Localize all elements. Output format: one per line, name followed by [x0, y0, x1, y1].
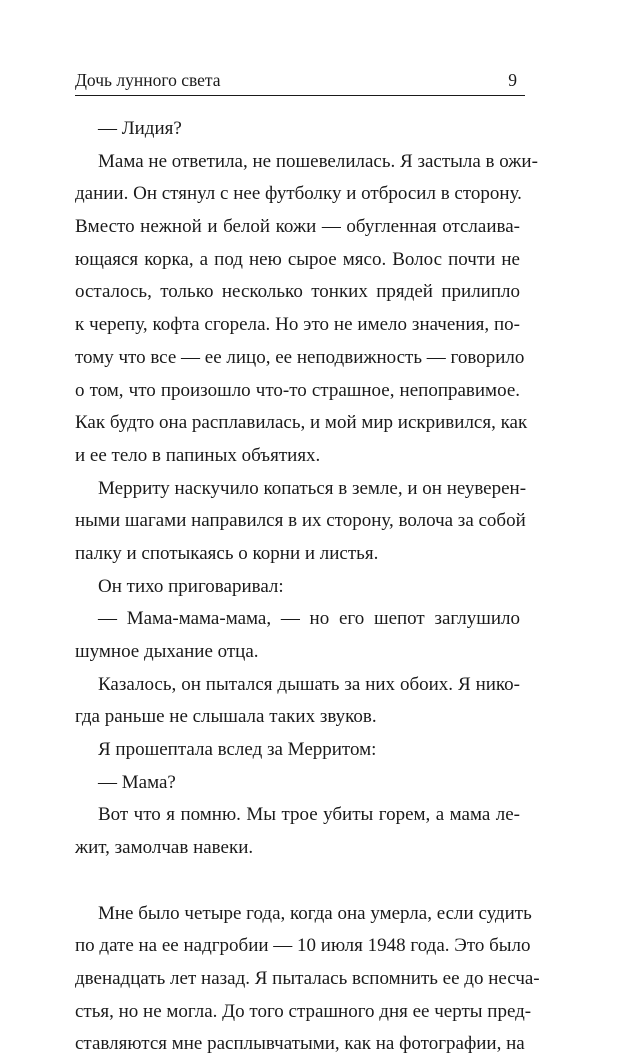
text-line: ными шагами направился в их сторону, волоча за собой — [75, 510, 526, 532]
text-line: Вот что я помню. Мы трое убиты горем, а мама ле- — [98, 804, 520, 826]
text-line: Он тихо приговаривал: — [98, 575, 284, 597]
text-line: дании. Он стянул с нее футболку и отбросил в сторону. — [75, 183, 522, 205]
text-line: Я прошептала вслед за Мерритом: — [98, 739, 377, 761]
running-header — [75, 66, 525, 96]
body-text — [75, 113, 540, 1061]
text-line: Мерриту наскучило копаться в земле, и он неуверен- — [98, 477, 527, 499]
text-line: и ее тело в папиных объятиях. — [75, 444, 321, 466]
text-line: — Мама? — [98, 771, 176, 793]
text-line: Мама не ответила, не пошевелилась. Я застыла в ожи- — [98, 150, 538, 172]
text-line: к черепу, кофта сгорела. Но это не имело значения, по- — [75, 314, 520, 336]
text-line: по дате на ее надгробии — 10 июля 1948 года. Это было — [75, 935, 531, 957]
text-line: тому что все — ее лицо, ее неподвижность — говорило — [75, 346, 525, 368]
text-line: осталось, только несколько тонких прядей прилипло — [75, 281, 520, 303]
text-line: стья, но не могла. До того страшного дня ее черты пред- — [75, 1000, 532, 1022]
text-line: о том, что произошло что-то страшное, непоправимое. — [75, 379, 520, 401]
text-line: Казалось, он пытался дышать за них обоих. Я нико- — [98, 673, 520, 695]
section-break — [75, 865, 520, 898]
text-line: Как будто она расплавилась, и мой мир искривился, как — [75, 412, 528, 434]
text-line: Вместо нежной и белой кожи — обугленная отслаива- — [75, 216, 520, 238]
text-line: гда раньше не слышала таких звуков. — [75, 706, 377, 728]
running-title: Дочь лунного света — [75, 70, 221, 90]
page-number: 9 — [508, 70, 517, 90]
text-line: — Лидия? — [98, 118, 182, 139]
text-line: — Мама-мама-мама, — но его шепот заглушило — [98, 608, 520, 630]
text-line: Мне было четыре года, когда она умерла, если судить — [98, 902, 532, 924]
text-line: шумное дыхание отца. — [75, 641, 259, 662]
text-line: ющаяся корка, а под нею сырое мясо. Волос почти не — [75, 248, 520, 270]
text-line: двенадцать лет назад. Я пыталась вспомнить ее до несча- — [75, 967, 540, 989]
text-line: жит, замолчав навеки. — [75, 837, 254, 859]
text-line: ставляются мне расплывчатыми, как на фотографии, на — [75, 1033, 525, 1055]
text-line: палку и спотыкаясь о корни и листья. — [75, 542, 379, 564]
